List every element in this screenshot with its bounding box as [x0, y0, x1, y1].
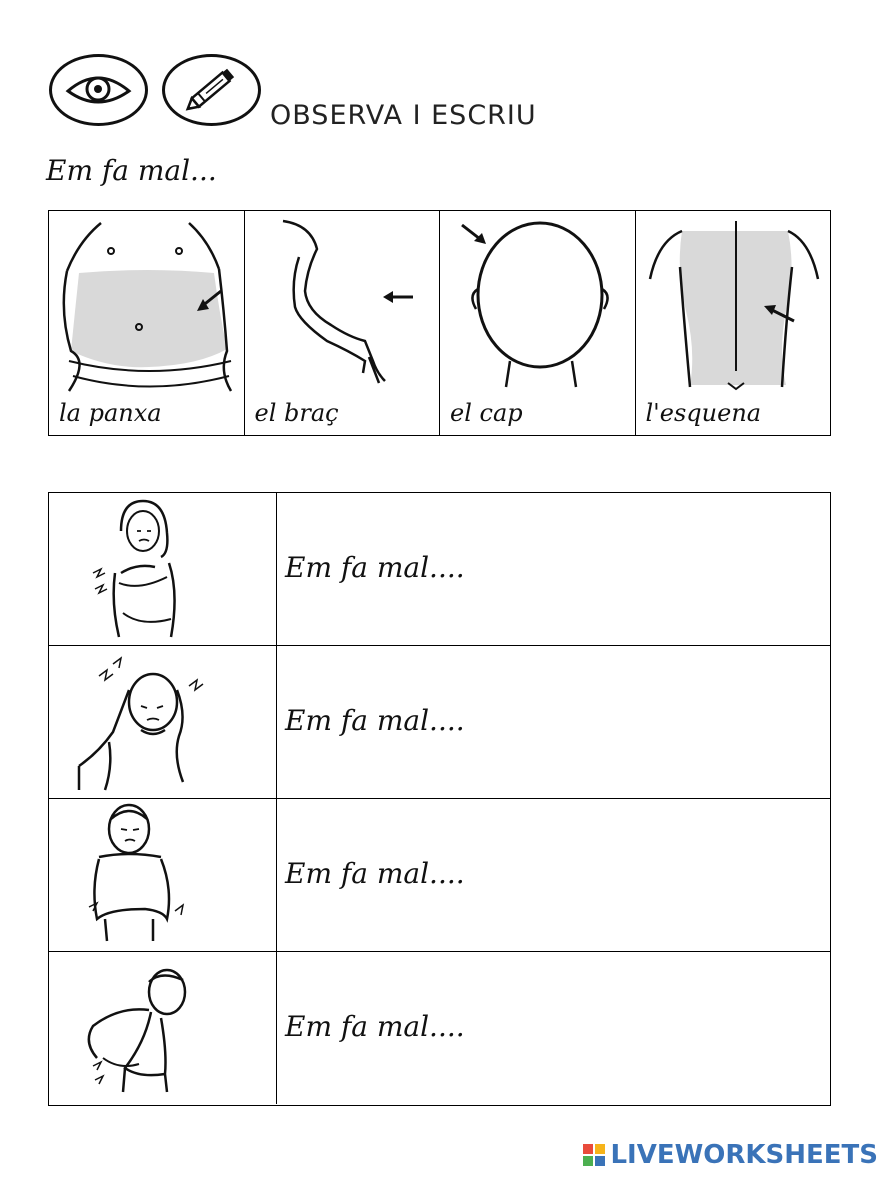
- body-part-cell: [245, 211, 441, 435]
- headache-icon: [49, 646, 276, 799]
- exercise-prompt: Em fa mal....: [285, 704, 465, 737]
- eye-icon: [52, 57, 145, 123]
- pencil-icon: [165, 57, 258, 123]
- answer-cell[interactable]: [277, 646, 830, 798]
- body-part-cell: [440, 211, 636, 435]
- exercise-image-cell: [49, 799, 277, 951]
- exercise-row: [49, 646, 830, 799]
- page-title: OBSERVA I ESCRIU: [270, 100, 537, 131]
- exercise-image-cell: [49, 646, 277, 798]
- body-part-label: el braç: [254, 399, 339, 427]
- exercise-image-cell: [49, 493, 277, 645]
- body-part-cell: [636, 211, 831, 435]
- body-part-label: la panxa: [59, 399, 162, 427]
- stomachache-icon: [49, 799, 276, 952]
- exercise-table: [48, 492, 831, 1106]
- arm-pain-icon: [49, 493, 276, 646]
- pencil-symbol: [162, 54, 261, 126]
- exercise-prompt: Em fa mal....: [285, 551, 465, 584]
- answer-cell[interactable]: [277, 952, 830, 1104]
- exercise-image-cell: [49, 952, 277, 1104]
- exercise-row: [49, 799, 830, 952]
- answer-cell[interactable]: [277, 493, 830, 645]
- logo-text: LIVEWORKSHEETS: [610, 1140, 878, 1170]
- eye-symbol: [49, 54, 148, 126]
- instruction-subtitle: Em fa mal...: [46, 154, 217, 187]
- exercise-row: [49, 493, 830, 646]
- liveworksheets-logo[interactable]: [583, 1140, 878, 1170]
- exercise-prompt: Em fa mal....: [285, 1010, 465, 1043]
- exercise-prompt: Em fa mal....: [285, 857, 465, 890]
- body-part-label: el cap: [450, 399, 523, 427]
- exercise-row: [49, 952, 830, 1104]
- body-parts-table: [48, 210, 831, 436]
- logo-mark-icon: [583, 1144, 605, 1166]
- body-part-label: l'esquena: [645, 399, 762, 427]
- answer-cell[interactable]: [277, 799, 830, 951]
- backache-icon: [49, 952, 276, 1104]
- body-part-cell: [49, 211, 245, 435]
